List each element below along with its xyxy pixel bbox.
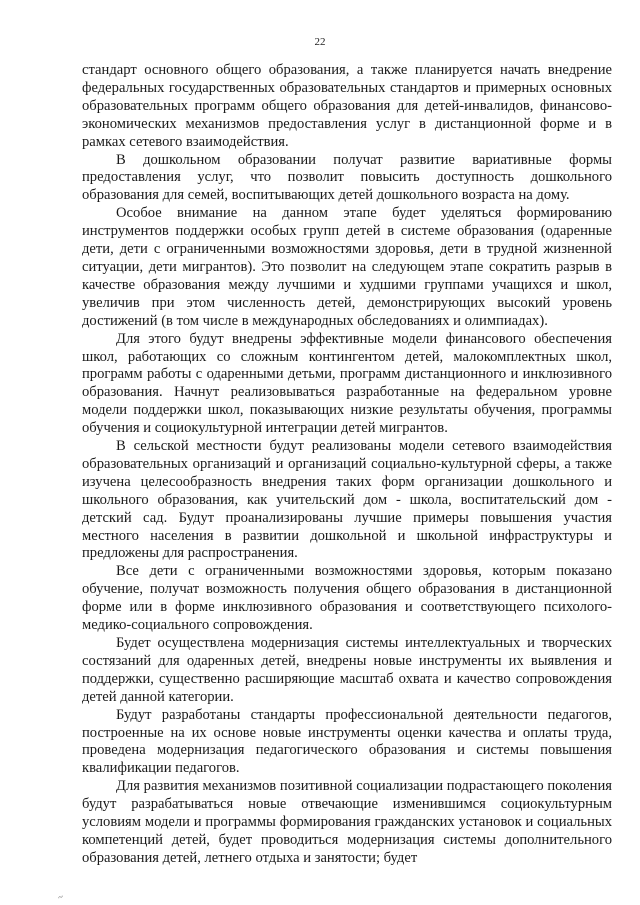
document-body <box>82 62 612 868</box>
paragraph-special-groups: Особое внимание на данном этапе будет уделяться формированию инструментов поддержки особых групп детей в системе образования (одаренные дети, дети с ограниченными возможностями здоровья, дети в трудной жизненной ситуации, дети мигрантов). Это позволит на следующем этапе сократить разрыв в качестве образования между лучшими и худшими группами учащихся и школ, увеличив при этом численность детей, демонстрирующих высокий уровень достижений (в том числе в международных обследованиях и олимпиадах). <box>82 205 612 329</box>
paragraph-rural-areas: В сельской местности будут реализованы модели сетевого взаимодействия образовательных организаций и организаций социально-культурной сферы, а также изучена целесообразность внедрения таких форм организации дошкольного и школьного образования, как учительский дом - школа, воспитательский дом - детский сад. Будут проанализированы лучшие примеры повышения участия местного населения в развитии дошкольной и школьной инфраструктуры и предложены для распространения. <box>82 438 612 562</box>
scan-mark: ~ <box>56 891 65 903</box>
paragraph-disabled-children: Все дети с ограниченными возможностями здоровья, которым показано обучение, получат возможность получения общего образования в дистанционной форме или в форме инклюзивного образования и соответствующего психолого-медико-социального сопровождения. <box>82 563 612 634</box>
paragraph-teacher-standards: Будут разработаны стандарты профессиональной деятельности педагогов, построенные на их основе новые инструменты оценки качества и оплаты труда, проведена модернизация педагогического образования и системы повышения квалификации педагогов. <box>82 706 612 777</box>
paragraph-continuation: стандарт основного общего образования, а также планируется начать внедрение федеральных государственных образовательных стандартов и примерных основных образовательных программ общего образования для детей-инвалидов, финансово-экономических механизмов предоставления услуг в дистанционной форме и в рамках сетевого взаимодействия. <box>82 62 612 150</box>
paragraph-gifted-children: Будет осуществлена модернизация системы интеллектуальных и творческих состязаний для одаренных детей, внедрены новые инструменты их выявления и поддержки, существенно расширяющие масштаб охвата и качество сопровождения детей данной категории. <box>82 635 612 705</box>
paragraph-financing-models: Для этого будут внедрены эффективные модели финансового обеспечения школ, работающих со сложным контингентом детей, малокомплектных школ, программ работы с одаренными детьми, программ дистанционного и инклюзивного образования. Начнут реализовываться разработанные на федеральном уровне модели поддержки школ, показывающих низкие результаты обучения, программы обучения и социокультурной интеграции детей мигрантов. <box>82 330 612 437</box>
paragraph-socialization: Для развития механизмов позитивной социализации подрастающего поколения будут разрабатываться новые отвечающие изменившимся социокультурным условиям модели и программы формирования гражданских установок и социальных компетенций детей, будет проводиться модернизация системы дополнительного образования детей, летнего отдыха и занятости; будет <box>82 778 612 866</box>
page-number: 22 <box>314 36 326 48</box>
paragraph-preschool: В дошкольном образовании получат развитие вариативные формы предоставления услуг, что позволит повысить доступность дошкольного образования для семей, воспитывающих детей дошкольного возраста на дому. <box>82 151 612 204</box>
